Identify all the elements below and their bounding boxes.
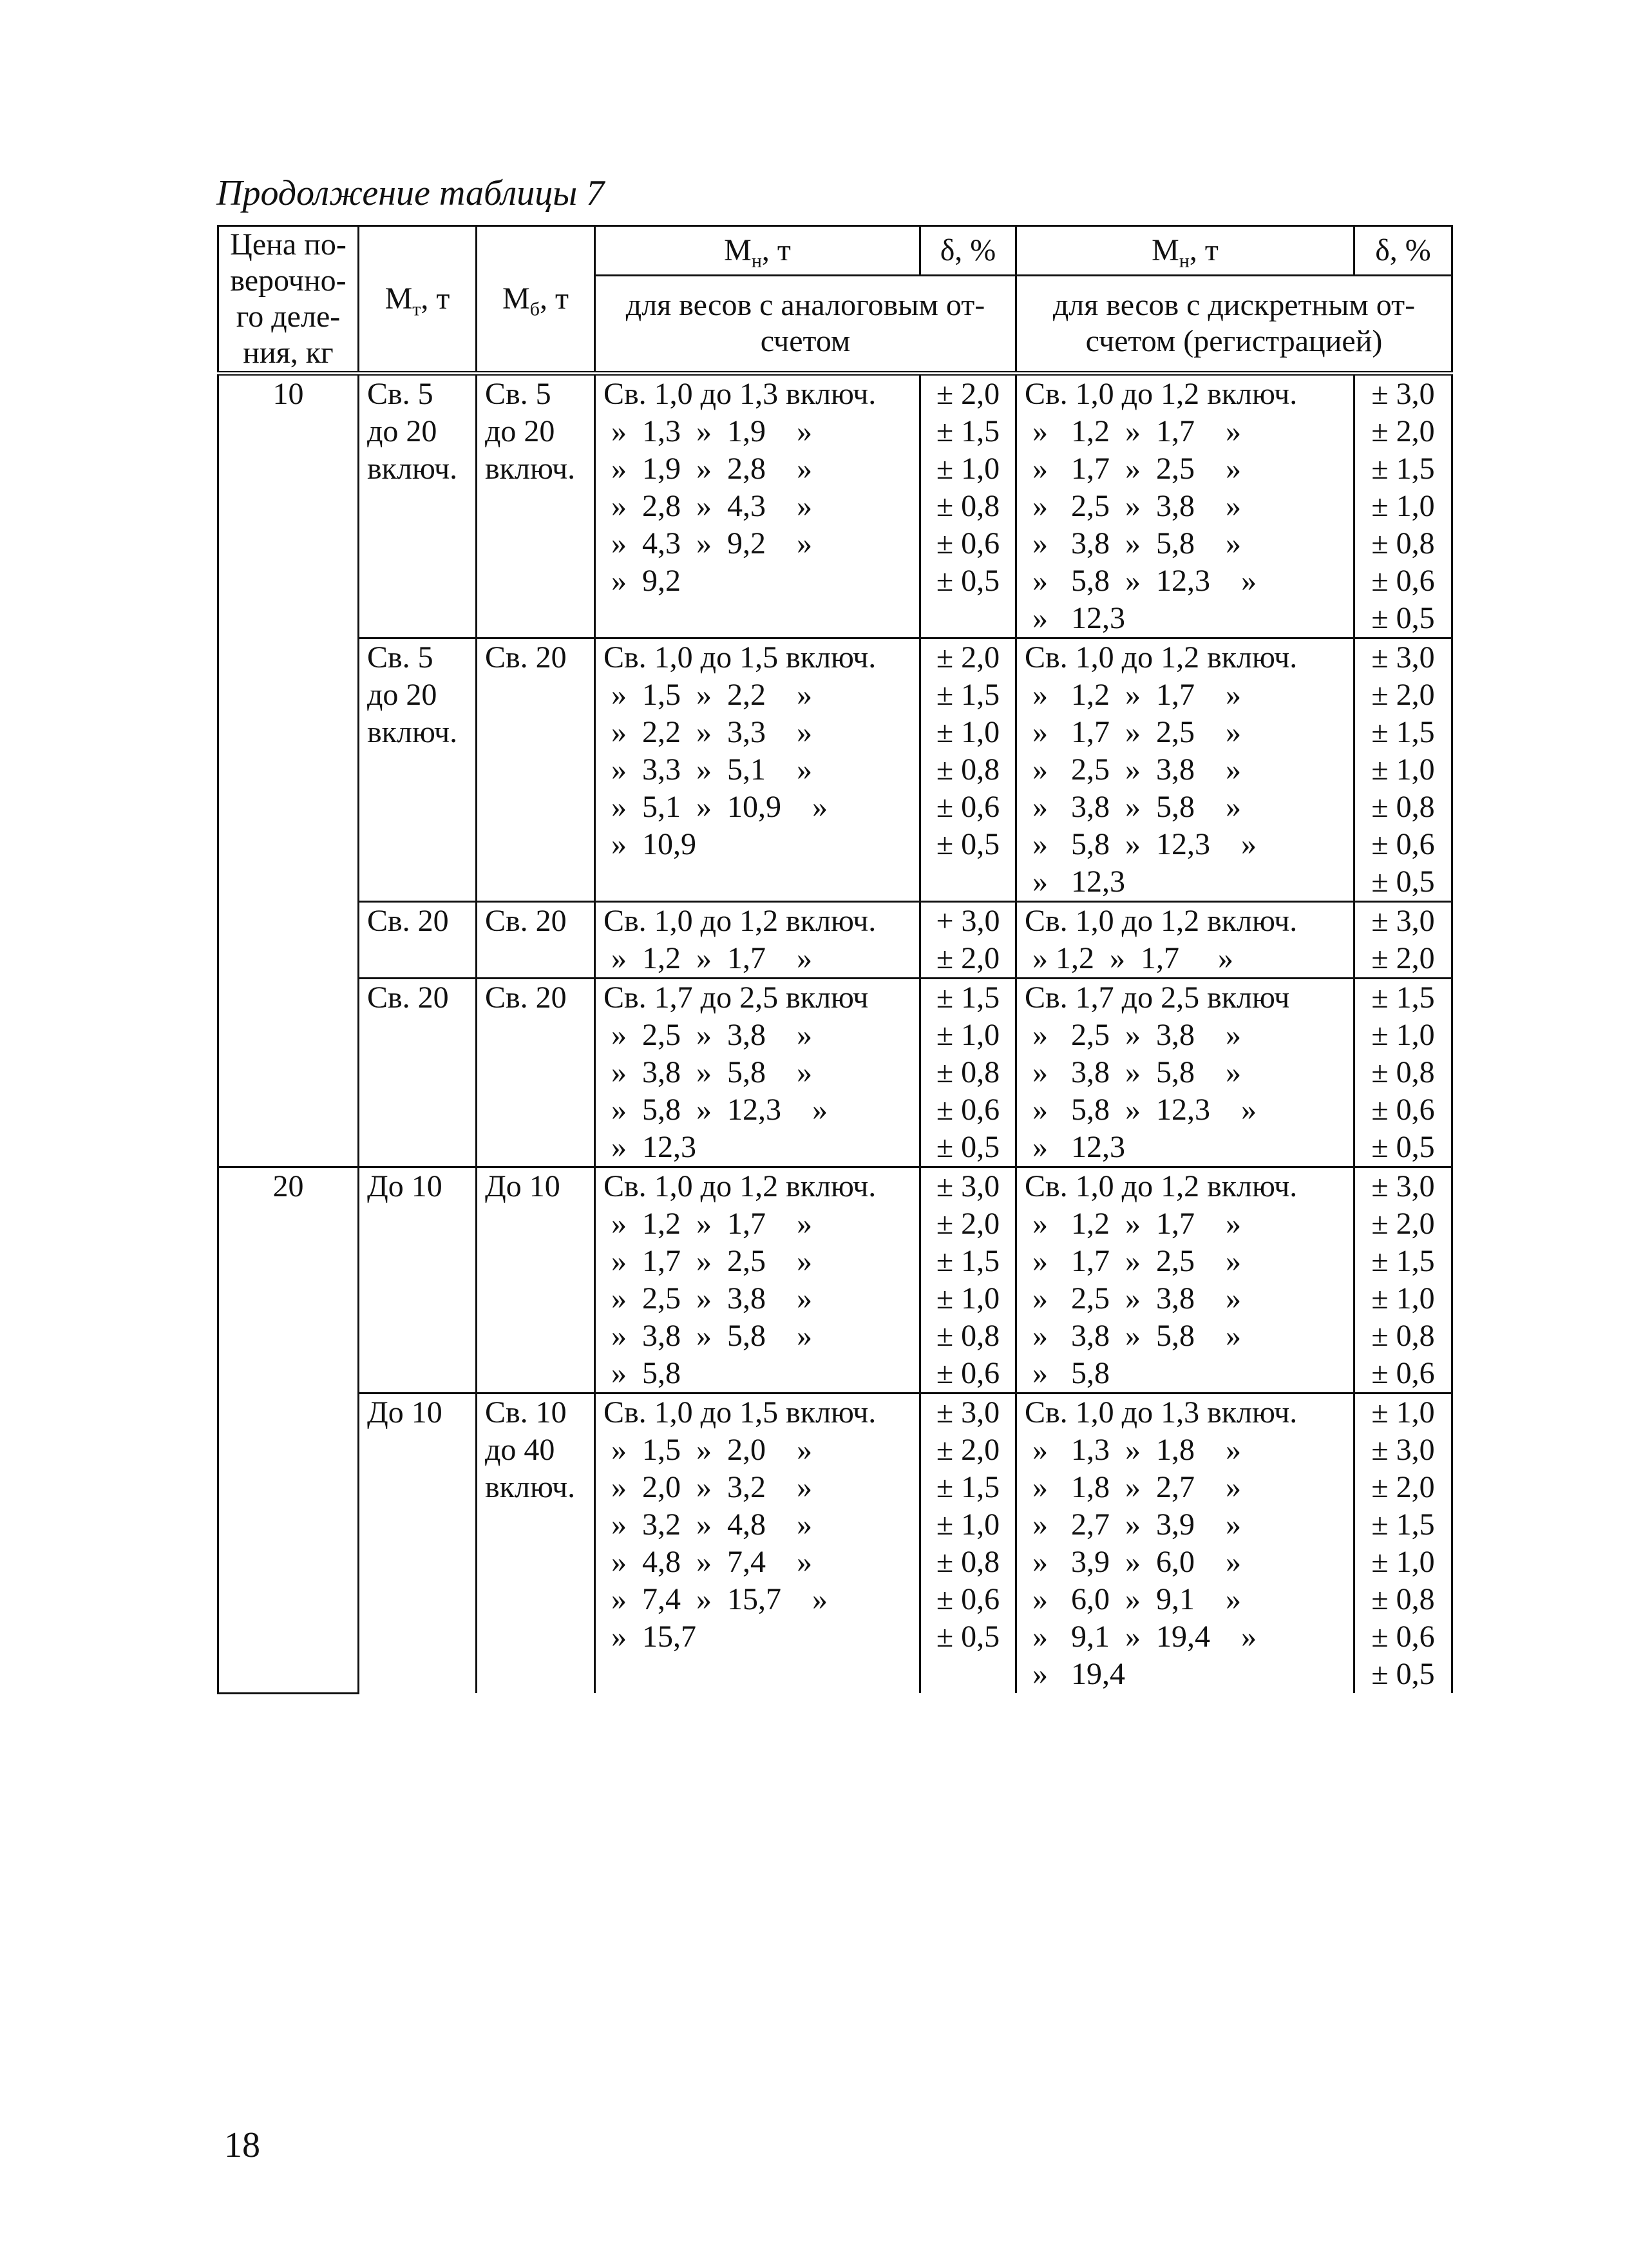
discrete-range-line: » 19,4 bbox=[1025, 1657, 1125, 1691]
discrete-range-line: » 1,2 » 1,7 » bbox=[1025, 678, 1241, 712]
discrete-delta-line: ± 1,0 bbox=[1371, 1281, 1435, 1315]
analog-range-line: » 3,3 » 5,1 » bbox=[603, 752, 812, 787]
discrete-delta-line: ± 1,0 bbox=[1371, 1018, 1435, 1052]
discrete-range-cell bbox=[1016, 979, 1354, 1167]
mb-line: до 40 bbox=[485, 1433, 555, 1467]
discrete-delta-line: ± 0,6 bbox=[1371, 1356, 1435, 1390]
analog-range-line: Св. 1,0 до 1,2 включ. bbox=[603, 904, 877, 938]
discrete-range-cell bbox=[1016, 1393, 1354, 1694]
discrete-range-line: » 3,8 » 5,8 » bbox=[1025, 790, 1241, 824]
discrete-delta-line: ± 1,5 bbox=[1371, 452, 1435, 486]
mt-line: До 10 bbox=[367, 1395, 442, 1430]
discrete-delta-line: ± 0,5 bbox=[1371, 601, 1435, 635]
analog-delta-line: ± 1,0 bbox=[936, 452, 1000, 486]
discrete-delta-line: ± 1,5 bbox=[1371, 1507, 1435, 1542]
discrete-delta-line: ± 0,6 bbox=[1371, 564, 1435, 598]
discrete-range-line: » 1,7 » 2,5 » bbox=[1025, 452, 1241, 486]
analog-range-line: » 12,3 bbox=[603, 1130, 696, 1164]
discrete-delta-line: ± 0,8 bbox=[1371, 526, 1435, 560]
discrete-delta-header: δ, % bbox=[1354, 226, 1452, 276]
analog-range-line: » 10,9 bbox=[603, 827, 696, 861]
mt-line: до 20 bbox=[367, 414, 437, 448]
analog-delta-cell bbox=[920, 638, 1016, 902]
analog-delta-line: ± 1,5 bbox=[936, 414, 1000, 448]
analog-delta-cell bbox=[920, 979, 1016, 1167]
discrete-range-line: » 12,3 bbox=[1025, 601, 1125, 635]
table-row bbox=[218, 1167, 1452, 1393]
analog-range-cell bbox=[595, 374, 920, 638]
analog-range-line: » 2,5 » 3,8 » bbox=[603, 1281, 812, 1315]
discrete-range-line: Св. 1,7 до 2,5 включ bbox=[1025, 980, 1290, 1015]
discrete-range-line: Св. 1,0 до 1,2 включ. bbox=[1025, 904, 1298, 938]
analog-range-line: » 1,9 » 2,8 » bbox=[603, 452, 812, 486]
discrete-delta-cell bbox=[1354, 638, 1452, 902]
discrete-range-line: » 1,7 » 2,5 » bbox=[1025, 1244, 1241, 1278]
analog-range-line: » 4,3 » 9,2 » bbox=[603, 526, 812, 560]
analog-range-line: Св. 1,0 до 1,5 включ. bbox=[603, 640, 877, 674]
analog-delta-cell bbox=[920, 1393, 1016, 1694]
analog-delta-line: ± 0,6 bbox=[936, 790, 1000, 824]
discrete-range-line: » 5,8 bbox=[1025, 1356, 1110, 1390]
analog-delta-line: ± 0,8 bbox=[936, 1545, 1000, 1579]
price-cell: 20 bbox=[218, 1167, 359, 1694]
analog-delta-line: ± 1,0 bbox=[936, 715, 1000, 749]
discrete-range-line: Св. 1,0 до 1,2 включ. bbox=[1025, 640, 1298, 674]
discrete-range-line: » 6,0 » 9,1 » bbox=[1025, 1582, 1241, 1616]
discrete-delta-line: ± 0,5 bbox=[1371, 865, 1435, 899]
discrete-range-line: » 2,5 » 3,8 » bbox=[1025, 1281, 1241, 1315]
mb-cell bbox=[477, 1167, 595, 1393]
discrete-delta-line: ± 2,0 bbox=[1371, 678, 1435, 712]
mt-line: включ. bbox=[367, 715, 458, 749]
price-header-line: ния, кг bbox=[243, 336, 334, 370]
analog-delta-line: ± 0,6 bbox=[936, 1582, 1000, 1616]
analog-range-line: » 1,5 » 2,0 » bbox=[603, 1433, 812, 1467]
discrete-delta-line: ± 3,0 bbox=[1371, 904, 1435, 938]
price-cell: 10 bbox=[218, 374, 359, 1167]
analog-delta-line: ± 0,6 bbox=[936, 1093, 1000, 1127]
discrete-delta-line: ± 2,0 bbox=[1371, 1207, 1435, 1241]
mt-line: до 20 bbox=[367, 678, 437, 712]
discrete-delta-line: ± 1,0 bbox=[1371, 752, 1435, 787]
discrete-delta-line: ± 2,0 bbox=[1371, 1470, 1435, 1504]
mb-line: Св. 20 bbox=[485, 640, 567, 674]
analog-range-line: Св. 1,0 до 1,2 включ. bbox=[603, 1169, 877, 1203]
analog-delta-cell bbox=[920, 902, 1016, 979]
analog-range-line: » 3,2 » 4,8 » bbox=[603, 1507, 812, 1542]
analog-delta-line: ± 0,5 bbox=[936, 564, 1000, 598]
discrete-delta-line: ± 1,0 bbox=[1371, 1545, 1435, 1579]
discrete-scales-header: для весов с дискретным от- счетом (регистрацией) bbox=[1016, 275, 1452, 373]
mb-line: Св. 20 bbox=[485, 904, 567, 938]
mt-cell bbox=[359, 902, 477, 979]
discrete-delta-cell bbox=[1354, 374, 1452, 638]
discrete-delta-line: ± 0,6 bbox=[1371, 1093, 1435, 1127]
analog-range-line: » 2,2 » 3,3 » bbox=[603, 715, 812, 749]
analog-range-line: Св. 1,0 до 1,3 включ. bbox=[603, 377, 877, 411]
mb-line: Св. 20 bbox=[485, 980, 567, 1015]
analog-delta-line: ± 0,8 bbox=[936, 489, 1000, 523]
mt-line: Св. 20 bbox=[367, 904, 449, 938]
analog-delta-line: ± 3,0 bbox=[936, 1169, 1000, 1203]
analog-delta-line: ± 2,0 bbox=[936, 941, 1000, 975]
mt-line: включ. bbox=[367, 452, 458, 486]
mb-line: Св. 10 bbox=[485, 1395, 567, 1430]
discrete-delta-line: ± 1,5 bbox=[1371, 980, 1435, 1015]
mt-line: До 10 bbox=[367, 1169, 442, 1203]
discrete-delta-line: ± 2,0 bbox=[1371, 414, 1435, 448]
discrete-delta-line: ± 3,0 bbox=[1371, 640, 1435, 674]
analog-range-line: » 4,8 » 7,4 » bbox=[603, 1545, 812, 1579]
analog-range-line: » 1,7 » 2,5 » bbox=[603, 1244, 812, 1278]
analog-delta-line: ± 0,8 bbox=[936, 1319, 1000, 1353]
analog-range-line: » 2,5 » 3,8 » bbox=[603, 1018, 812, 1052]
mt-cell bbox=[359, 638, 477, 902]
analog-delta-line: ± 1,0 bbox=[936, 1018, 1000, 1052]
analog-range-line: » 7,4 » 15,7 » bbox=[603, 1582, 828, 1616]
table-body bbox=[218, 374, 1452, 1694]
discrete-range-line: » 1,8 » 2,7 » bbox=[1025, 1470, 1241, 1504]
analog-delta-line: ± 1,5 bbox=[936, 980, 1000, 1015]
table-row bbox=[218, 374, 1452, 638]
discrete-delta-line: ± 1,5 bbox=[1371, 1244, 1435, 1278]
discrete-range-line: » 2,5 » 3,8 » bbox=[1025, 1018, 1241, 1052]
analog-range-line: » 9,2 bbox=[603, 564, 681, 598]
mt-line: Св. 5 bbox=[367, 377, 433, 411]
analog-range-line: Св. 1,7 до 2,5 включ bbox=[603, 980, 869, 1015]
discrete-range-line: Св. 1,0 до 1,2 включ. bbox=[1025, 377, 1298, 411]
discrete-range-cell bbox=[1016, 638, 1354, 902]
table-row bbox=[218, 902, 1452, 979]
discrete-delta-line: ± 0,6 bbox=[1371, 1620, 1435, 1654]
discrete-delta-line: ± 0,8 bbox=[1371, 1055, 1435, 1089]
mb-cell bbox=[477, 374, 595, 638]
analog-delta-line: + 3,0 bbox=[936, 904, 1000, 938]
analog-delta-header: δ, % bbox=[920, 226, 1016, 276]
discrete-delta-line: ± 2,0 bbox=[1371, 941, 1435, 975]
mb-line: до 20 bbox=[485, 414, 555, 448]
analog-range-line: » 3,8 » 5,8 » bbox=[603, 1319, 812, 1353]
mb-line: включ. bbox=[485, 452, 576, 486]
analog-range-line: » 1,3 » 1,9 » bbox=[603, 414, 812, 448]
mt-cell bbox=[359, 374, 477, 638]
mb-line: До 10 bbox=[485, 1169, 560, 1203]
analog-range-line: » 15,7 bbox=[603, 1620, 696, 1654]
analog-range-line: » 5,8 » 12,3 » bbox=[603, 1093, 828, 1127]
discrete-range-line: » 9,1 » 19,4 » bbox=[1025, 1620, 1257, 1654]
mb-header: $M_б$, т bbox=[477, 226, 595, 374]
page-number: 18 bbox=[224, 2125, 260, 2165]
mt-header: $M_т$, т bbox=[359, 226, 477, 374]
discrete-range-line: » 2,5 » 3,8 » bbox=[1025, 489, 1241, 523]
mt-cell bbox=[359, 979, 477, 1167]
discrete-range-line: » 2,5 » 3,8 » bbox=[1025, 752, 1241, 787]
analog-range-line: » 5,1 » 10,9 » bbox=[603, 790, 828, 824]
analog-delta-line: ± 0,8 bbox=[936, 1055, 1000, 1089]
discrete-range-cell bbox=[1016, 1167, 1354, 1393]
analog-range-line: » 1,2 » 1,7 » bbox=[603, 941, 812, 975]
table-row bbox=[218, 638, 1452, 902]
analog-delta-line: ± 1,5 bbox=[936, 1470, 1000, 1504]
analog-delta-line: ± 0,5 bbox=[936, 1620, 1000, 1654]
analog-mn-header: $M_н$, т bbox=[595, 226, 920, 276]
discrete-range-line: » 5,8 » 12,3 » bbox=[1025, 564, 1257, 598]
analog-range-line: » 1,2 » 1,7 » bbox=[603, 1207, 812, 1241]
mt-cell bbox=[359, 1167, 477, 1393]
analog-range-line: » 1,5 » 2,2 » bbox=[603, 678, 812, 712]
mb-line: Св. 5 bbox=[485, 377, 551, 411]
table-caption: Продолжение таблицы 7 bbox=[216, 173, 605, 213]
mb-cell bbox=[477, 902, 595, 979]
analog-delta-line: ± 0,5 bbox=[936, 1130, 1000, 1164]
analog-range-cell bbox=[595, 1167, 920, 1393]
mb-cell bbox=[477, 638, 595, 902]
analog-delta-line: ± 1,5 bbox=[936, 678, 1000, 712]
analog-delta-line: ± 0,8 bbox=[936, 752, 1000, 787]
analog-range-cell bbox=[595, 1393, 920, 1694]
mb-cell bbox=[477, 979, 595, 1167]
analog-range-cell bbox=[595, 638, 920, 902]
mt-line: Св. 20 bbox=[367, 980, 449, 1015]
analog-delta-cell bbox=[920, 374, 1016, 638]
discrete-delta-line: ± 0,8 bbox=[1371, 790, 1435, 824]
analog-delta-line: ± 2,0 bbox=[936, 1207, 1000, 1241]
discrete-delta-cell bbox=[1354, 1167, 1452, 1393]
discrete-range-line: » 1,3 » 1,8 » bbox=[1025, 1433, 1241, 1467]
price-header-line: Цена по- bbox=[230, 227, 347, 262]
table-header bbox=[218, 226, 1452, 374]
analog-range-cell bbox=[595, 902, 920, 979]
discrete-range-line: » 2,7 » 3,9 » bbox=[1025, 1507, 1241, 1542]
discrete-range-line: » 12,3 bbox=[1025, 865, 1125, 899]
discrete-range-line: » 3,8 » 5,8 » bbox=[1025, 1055, 1241, 1089]
discrete-range-line: » 1,2 » 1,7 » bbox=[1025, 414, 1241, 448]
discrete-range-line: » 5,8 » 12,3 » bbox=[1025, 827, 1257, 861]
discrete-delta-line: ± 0,6 bbox=[1371, 827, 1435, 861]
analog-range-line: » 2,0 » 3,2 » bbox=[603, 1470, 812, 1504]
discrete-range-line: » 5,8 » 12,3 » bbox=[1025, 1093, 1257, 1127]
discrete-delta-line: ± 3,0 bbox=[1371, 1169, 1435, 1203]
mt-cell bbox=[359, 1393, 477, 1694]
discrete-delta-line: ± 3,0 bbox=[1371, 1433, 1435, 1467]
analog-delta-line: ± 2,0 bbox=[936, 640, 1000, 674]
tolerance-table bbox=[217, 225, 1453, 1694]
discrete-range-line: » 1,2 » 1,7 » bbox=[1025, 941, 1233, 975]
discrete-delta-line: ± 3,0 bbox=[1371, 377, 1435, 411]
discrete-range-line: Св. 1,0 до 1,2 включ. bbox=[1025, 1169, 1298, 1203]
analog-delta-line: ± 0,6 bbox=[936, 526, 1000, 560]
discrete-range-line: » 12,3 bbox=[1025, 1130, 1125, 1164]
analog-delta-line: ± 3,0 bbox=[936, 1395, 1000, 1430]
analog-delta-line: ± 2,0 bbox=[936, 377, 1000, 411]
analog-scales-header: для весов с аналоговым от- счетом bbox=[595, 275, 1016, 373]
analog-range-line: » 3,8 » 5,8 » bbox=[603, 1055, 812, 1089]
discrete-delta-cell bbox=[1354, 902, 1452, 979]
discrete-range-line: » 3,9 » 6,0 » bbox=[1025, 1545, 1241, 1579]
discrete-delta-line: ± 1,0 bbox=[1371, 489, 1435, 523]
discrete-range-line: » 1,2 » 1,7 » bbox=[1025, 1207, 1241, 1241]
price-header-line: го деле- bbox=[236, 300, 341, 334]
analog-delta-line: ± 1,0 bbox=[936, 1281, 1000, 1315]
discrete-delta-cell bbox=[1354, 1393, 1452, 1694]
discrete-delta-line: ± 1,5 bbox=[1371, 715, 1435, 749]
analog-delta-cell bbox=[920, 1167, 1016, 1393]
discrete-delta-line: ± 0,5 bbox=[1371, 1130, 1435, 1164]
analog-range-cell bbox=[595, 979, 920, 1167]
analog-delta-line: ± 0,6 bbox=[936, 1356, 1000, 1390]
analog-range-line: » 5,8 bbox=[603, 1356, 681, 1390]
analog-delta-line: ± 2,0 bbox=[936, 1433, 1000, 1467]
mb-cell bbox=[477, 1393, 595, 1694]
discrete-delta-line: ± 1,0 bbox=[1371, 1395, 1435, 1430]
discrete-delta-line: ± 0,5 bbox=[1371, 1657, 1435, 1691]
discrete-delta-line: ± 0,8 bbox=[1371, 1582, 1435, 1616]
analog-delta-line: ± 1,5 bbox=[936, 1244, 1000, 1278]
analog-delta-line: ± 1,0 bbox=[936, 1507, 1000, 1542]
mb-line: включ. bbox=[485, 1470, 576, 1504]
analog-range-line: Св. 1,0 до 1,5 включ. bbox=[603, 1395, 877, 1430]
discrete-mn-header: $M_н$, т bbox=[1016, 226, 1354, 276]
discrete-range-line: » 3,8 » 5,8 » bbox=[1025, 1319, 1241, 1353]
discrete-range-line: » 1,7 » 2,5 » bbox=[1025, 715, 1241, 749]
discrete-range-cell bbox=[1016, 374, 1354, 638]
discrete-delta-cell bbox=[1354, 979, 1452, 1167]
table-row bbox=[218, 1393, 1452, 1694]
discrete-delta-line: ± 0,8 bbox=[1371, 1319, 1435, 1353]
discrete-range-line: Св. 1,0 до 1,3 включ. bbox=[1025, 1395, 1298, 1430]
discrete-range-line: » 3,8 » 5,8 » bbox=[1025, 526, 1241, 560]
mt-line: Св. 5 bbox=[367, 640, 433, 674]
analog-delta-line: ± 0,5 bbox=[936, 827, 1000, 861]
price-header bbox=[218, 226, 359, 374]
discrete-range-cell bbox=[1016, 902, 1354, 979]
price-header-line: верочно- bbox=[230, 263, 347, 298]
analog-range-line: » 2,8 » 4,3 » bbox=[603, 489, 812, 523]
table-row bbox=[218, 979, 1452, 1167]
